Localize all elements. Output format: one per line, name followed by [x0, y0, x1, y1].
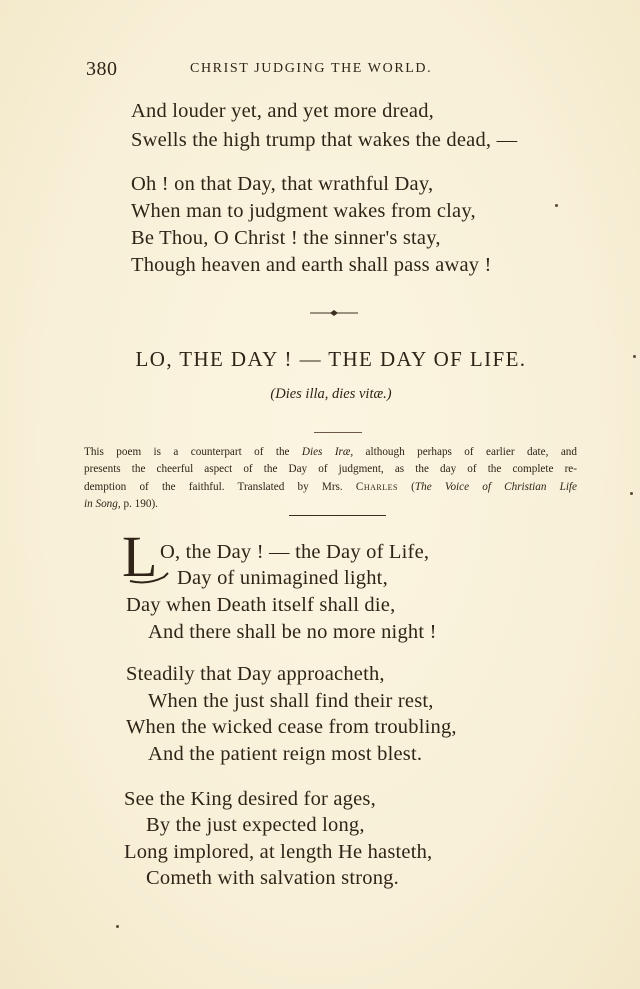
verse-line: And the patient reign most blest. — [148, 743, 423, 765]
drop-cap: L — [122, 524, 158, 589]
page-header — [86, 58, 506, 80]
divider-rule — [289, 515, 386, 516]
note-italic: The Voice of Christian Life — [414, 480, 578, 493]
verse-line: Cometh with salvation strong. — [146, 867, 399, 889]
verse-line: O, the Day ! — the Day of Life, — [160, 541, 430, 563]
note-text: p. 190). — [120, 497, 158, 510]
verse-line: When the wicked cease from troubling, — [126, 716, 457, 738]
verse-line: Steadily that Day approacheth, — [126, 663, 385, 685]
running-head: CHRIST JUDGING THE WORLD. — [190, 61, 433, 76]
verse-line: Oh ! on that Day, that wrathful Day, — [131, 173, 434, 195]
note-italic: Dies Iræ, — [301, 446, 354, 458]
note-text: This poem is a counterpart of the — [84, 446, 302, 458]
poem-subtitle: (Dies illa, dies vitæ.) — [270, 386, 392, 402]
verse-line: Be Thou, O Christ ! the sinner's stay, — [131, 227, 441, 249]
section-ornament — [308, 306, 360, 320]
note-line — [84, 496, 577, 513]
divider-rule — [314, 432, 362, 433]
note-text: presents the cheerful aspect of the Day of judgment, as the day of the complete re- — [84, 463, 577, 476]
verse-line: Swells the high trump that wakes the dead, — — [131, 129, 518, 151]
drop-cap-flourish — [128, 571, 172, 585]
verse-line: Long implored, at length He hasteth, — [124, 841, 433, 863]
note-italic: in Song, — [84, 497, 121, 510]
verse-line: And there shall be no more night ! — [148, 621, 437, 643]
paper-speck — [555, 204, 558, 207]
paper-speck — [633, 355, 636, 358]
note-text: demption of the faithful. Translated by Mrs. — [84, 480, 356, 493]
note-text: although perhaps of earlier date, and — [353, 446, 577, 458]
paper-speck — [630, 492, 633, 495]
verse-line: And louder yet, and yet more dread, — [131, 100, 435, 122]
verse-line: Though heaven and earth shall pass away ! — [131, 254, 492, 276]
verse-line: When the just shall find their rest, — [148, 690, 434, 712]
note-author: Charles — [355, 480, 398, 493]
paper-speck — [116, 925, 119, 928]
page-number: 380 — [86, 58, 118, 80]
verse-line: When man to judgment wakes from clay, — [131, 200, 476, 222]
verse-line: Day of unimagined light, — [177, 567, 388, 589]
note-text: ( — [397, 480, 415, 493]
poem-title: LO, THE DAY ! — THE DAY OF LIFE. — [135, 347, 527, 371]
verse-line: See the King desired for ages, — [124, 788, 376, 810]
editorial-note — [84, 444, 577, 513]
note-line — [84, 444, 577, 461]
verse-line: By the just expected long, — [146, 814, 365, 836]
verse-line: Day when Death itself shall die, — [126, 594, 396, 616]
note-line — [84, 461, 577, 478]
note-line — [84, 479, 577, 496]
